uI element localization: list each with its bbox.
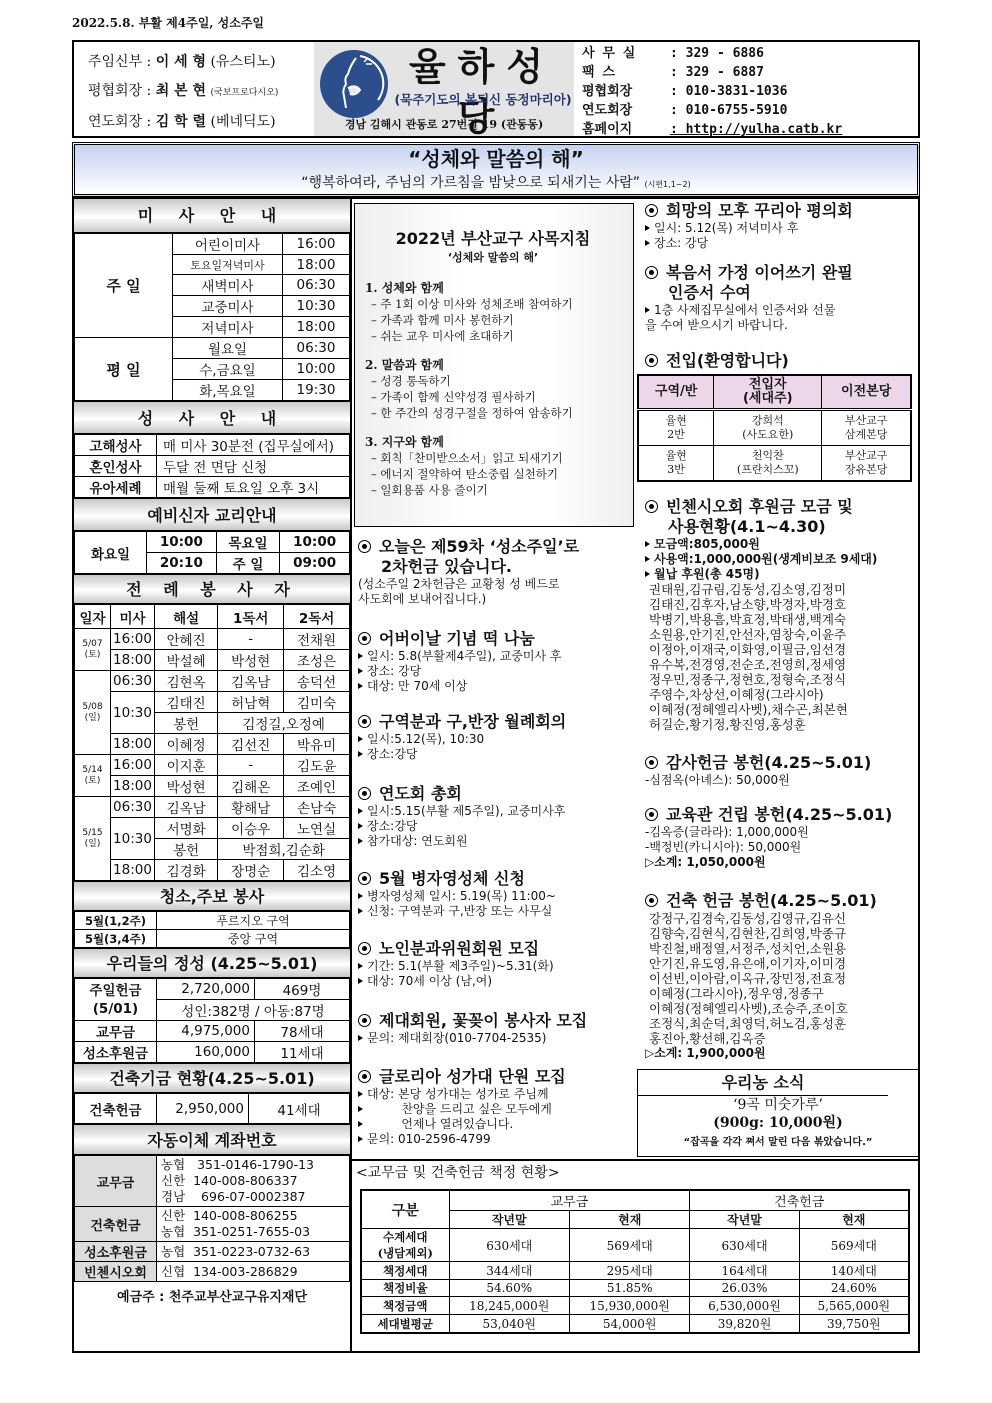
assessment-row: 책정금액 18,245,000원 15,930,000원 6,530,000원 5,565,000원 — [361, 1297, 909, 1315]
church-name: 율하성당 — [408, 45, 556, 139]
notice-item: 노인분과위원회원 모집 기간: 5.1(부활 제3주일)~5.31(화) 대상: 70세 이상 (남,여) — [358, 939, 638, 989]
triangle-bullet-icon — [645, 225, 650, 231]
servers-header: 일자 — [75, 605, 111, 629]
account-holder: 예금주 : 천주교부산교구유지재단 — [116, 1290, 308, 1305]
servers-header: 해설 — [155, 605, 218, 629]
bullet-circle-icon — [358, 872, 371, 885]
contact-list — [574, 42, 918, 136]
contact-fax: 팩 스 : 329 - 6887 — [582, 65, 764, 80]
bullet-circle-icon — [645, 354, 658, 367]
contact-council: 평협회장 : 010-3831-1036 — [582, 84, 788, 99]
policy-item: – 회칙「찬미받으소서」읽고 되새기기 — [371, 451, 563, 465]
servers-row: 5/08 (일) 06:30 김현옥 김옥남 송덕선 — [75, 671, 350, 692]
bullet-circle-icon — [358, 715, 371, 728]
policy-item: – 쉬는 교우 미사에 초대하기 — [371, 329, 514, 343]
triangle-bullet-icon — [358, 808, 363, 814]
policy-item: – 가족과 함께 미사 봉헌하기 — [371, 313, 514, 327]
assessment-row: 책정세대 344세대 295세대 164세대 140세대 — [361, 1262, 909, 1280]
notice-gospel-certificate: 복음서 가정 이어쓰기 완필 인증서 수여 1층 사제집무실에서 인증서와 선물 을 수여 받으시기 바랍니다. — [645, 263, 853, 332]
servers-date: 5/07 (토) — [75, 629, 111, 671]
notice-transfer: 전입(환영합니다) — [645, 351, 925, 371]
assessment-row: 수계세대 (냉담제외) 630세대 569세대 630세대 569세대 — [361, 1229, 909, 1262]
servers-date: 5/08 (일) — [75, 671, 111, 755]
assessment-row: 책정비율 54.60% 51.85% 26.03% 24.60% — [361, 1280, 909, 1297]
servers-row: 5/14 (토) 16:00 이지훈 - 김도윤 — [75, 755, 350, 776]
policy-group-heading: 3. 지구와 함께 — [365, 435, 444, 449]
offerings-table: 주일헌금 (5/01) 2,720,000 469명 성인:382명 / 아동:87명 교무금 4,975,000 78세대 성소후원금 160,000 11세대 — [74, 978, 350, 1063]
triangle-bullet-icon — [358, 653, 363, 659]
policy-item: – 성경 통독하기 — [371, 374, 451, 388]
triangle-bullet-icon — [358, 1136, 363, 1142]
servers-date: 5/15 (일) — [75, 797, 111, 881]
building-fund-table: 건축헌금 2,950,000 41세대 — [74, 1093, 350, 1124]
bullet-circle-icon — [358, 1070, 371, 1083]
bullet-circle-icon — [358, 1014, 371, 1027]
contact-office: 사 무 실 : 329 - 6886 — [582, 46, 764, 61]
triangle-bullet-icon — [358, 908, 363, 914]
notice-item: 5월 병자영성체 신청 병자영성체 일시: 5.19(목) 11:00~ 신청: 구역분과 구,반장 또는 사무실 — [358, 869, 638, 919]
church-address: 경남 김해시 관동로 27번길 19 (관동동) — [344, 118, 544, 131]
theme-verse: “행복하여라, 주님의 가르침을 밤낮으로 되새기는 사람” (시편1,1~2) — [301, 175, 691, 191]
account-row: 교무금 농협 351-0146-1790-13 신한 140-008-806337 경남 696-07-0002387 — [75, 1156, 350, 1207]
policy-groups — [365, 279, 633, 498]
accounts-table — [74, 1155, 350, 1282]
notice-education-hall: 교육관 건립 봉헌(4.25~5.01) -김옥증(글라라): 1,000,000원 -백정빈(카니시아): 50,000원 ▷소계: 1,050,000원 — [645, 805, 893, 869]
farm-note: “잡곡을 각각 쪄서 말린 다음 볶았습니다.” — [683, 1137, 873, 1148]
policy-item: – 가족이 함께 신약성경 필사하기 — [371, 390, 536, 404]
staff-pastor: 주임신부 : 이 세 형 (유스티노) — [88, 54, 276, 70]
church-subtitle: (묵주기도의 복되신 동정마리아) — [394, 92, 572, 107]
transfer-table: 구역/반 전입자 (세대주) 이전본당 율현 2반 강희석 (사도요한) 부산교구 삼계본당 율현 3반 천익찬 (프란치스꼬) 부산교구 장유본당 — [637, 374, 912, 482]
notice-item: 제대회원, 꽃꽂이 봉사자 모집 문의: 제대회장(010-7704-2535) — [358, 1011, 638, 1046]
triangle-bullet-icon — [358, 893, 363, 899]
servers-row: 5/15 (일) 06:30 김옥남 황해남 손남숙 — [75, 797, 350, 818]
bullet-circle-icon — [358, 632, 371, 645]
bullet-circle-icon — [645, 500, 658, 513]
left-column — [74, 199, 352, 1353]
triangle-bullet-icon — [358, 1035, 363, 1041]
triangle-bullet-icon — [358, 1121, 363, 1127]
servers-row: 18:00 김경화 장명순 김소영 — [75, 860, 350, 881]
triangle-bullet-icon — [358, 751, 363, 757]
staff-requiem: 연도회장 : 김 학 렬 (베네딕도) — [88, 114, 276, 130]
policy-title: 2022년 부산교구 사목지침 — [395, 229, 591, 248]
notice-thanks-offering: 감사헌금 봉헌(4.25~5.01) -심점옥(아녜스): 50,000원 — [645, 753, 872, 787]
contact-homepage[interactable]: 홈페이지 : http://yulha.catb.kr — [582, 122, 843, 137]
bullet-circle-icon — [645, 894, 658, 907]
praying-figure-logo-icon — [320, 50, 388, 118]
triangle-bullet-icon — [358, 736, 363, 742]
farm-product: ‘9곡 미숫가루’ — [733, 1097, 823, 1113]
servers-header: 1독서 — [218, 605, 284, 629]
bulletin-body — [72, 197, 920, 1353]
servers-row: 18:00 박성현 김해온 조예인 — [75, 776, 350, 797]
farm-news-box — [637, 1069, 919, 1157]
diocese-policy-box — [354, 203, 634, 527]
farm-news-title: 우리농 소식 — [638, 1070, 888, 1096]
notice-curia: 희망의 모후 꾸리아 평의회 일시: 5.12(목) 저녁미사 후 장소: 강당 — [645, 201, 925, 251]
middle-column — [352, 199, 637, 1159]
account-row: 건축헌금 신한 140-008-806255 농협 351-0251-7655-03 — [75, 1207, 350, 1242]
servers-row: 18:00 박설혜 박성현 조성은 — [75, 650, 350, 671]
transfer-row: 율현 3반 천익찬 (프란치스꼬) 부산교구 장유본당 — [638, 445, 911, 481]
bullet-circle-icon — [645, 204, 658, 217]
year-theme-banner — [72, 142, 920, 197]
theme-title: “성체와 말씀의 해” — [408, 147, 584, 171]
triangle-bullet-icon — [645, 307, 650, 313]
triangle-bullet-icon — [358, 668, 363, 674]
account-row: 성소후원금 농협 351-0223-0732-63 — [75, 1242, 350, 1262]
triangle-bullet-icon — [358, 1091, 363, 1097]
liturgy-servers-table: 일자 미사 해설 1독서 2독서 5/07 (토) 16:00 안혜진 - 전채원 18:00 박설혜 박성현 조성은 5/08 (일) 06:30 김현옥 김옥남 송덕선 10:30 김태진 허남혁 김미숙 봉헌 김정길,오정예 18:00 이혜정 김선진 박유미 5/14 (토) 16:00 이지훈 - 김도윤 18:00 박성현 김해온 조예인 5/15 (일) 06:30 김옥남 황해남 손남숙 10:30 서명화 이승우 노연실 봉헌 박점희,김순화 18:00 김경화 장명순 김소영 — [74, 604, 350, 881]
triangle-bullet-icon — [358, 1106, 363, 1112]
notice-item: 연도회 총회 일시:5.15(부활 제5주일), 교중미사후 장소:강당 참가대상: 연도회원 — [358, 784, 638, 849]
servers-heading: 전 례 봉 사 자 — [74, 574, 350, 604]
church-title-block — [314, 42, 574, 139]
cleaning-heading: 청소,주보 봉사 — [74, 881, 350, 911]
servers-row: 18:00 이혜정 김선진 박유미 — [75, 734, 350, 755]
contact-requiem: 연도회장 : 010-6755-5910 — [582, 103, 788, 118]
catechism-table: 화요일 10:00 목요일 10:00 20:10 주 일 09:00 — [74, 531, 350, 574]
notice-building-offering: 건축 헌금 봉헌(4.25~5.01) 강정구,김경숙,김동성,김영규,김유신 김향숙,김현식,김현찬,김희영,박종규 박진철,배정열,서정주,성치언,소원용 안기진,유도영,유은애,이기자,이미경 이선빈,이아람,이옥규,장민정,전효정 이혜정(그라시아),정우영,정종구 이혜정(정혜엘리사벳),조승주,조이호 조정식,최순덕,최영덕,허노검,홍성훈 홍진아,황선해,김옥증 ▷소계: 1,900,000원 — [645, 891, 877, 1060]
triangle-bullet-icon — [358, 978, 363, 984]
bullet-circle-icon — [645, 756, 658, 769]
servers-row: 10:30 김태진 허남혁 김미숙 — [75, 692, 350, 713]
notice-item: 구역분과 구,반장 월례회의 일시:5.12(목), 10:30 장소:강당 — [358, 712, 638, 762]
notice-vincent: 빈첸시오회 후원금 모금 및 사용현황(4.1~4.30) 모금액:805,000원 사용액:1,000,000원(생계비보조 9세대) 월납 후원(총 45명) 권태원,김규림,김동성,김소영,김정미 김태진,김후자,남소향,박경자,박경호 박병기,박용흠,박효정,박태생,백계숙 소원용,안기진,안선자,염창숙,이윤주 이정아,이재국,이화영,이필금,임선경 유수복,전경영,전순조,전영희,정세영 정우민,정종구,정현호,정형숙,조정식 주영수,차상선,이혜정(그라시아) 이혜정(정혜엘리사벳),채수곤,최본현 허길순,황기정,황진영,홍성훈 — [645, 497, 925, 732]
offerings-heading: 우리들의 정성 (4.25~5.01) — [74, 948, 350, 978]
servers-header: 미사 — [111, 605, 155, 629]
triangle-bullet-icon — [358, 823, 363, 829]
bulletin-date: 2022.5.8. 부활 제4주일, 성소주일 — [72, 16, 265, 30]
triangle-bullet-icon — [645, 541, 650, 547]
sacrament-heading: 성 사 안 내 — [74, 401, 350, 434]
triangle-bullet-icon — [645, 240, 650, 246]
account-row: 빈첸시오회 신협 134-003-286829 — [75, 1262, 350, 1282]
assessment-row: 세대별평균 53,040원 54,000원 39,820원 39,750원 — [361, 1315, 909, 1334]
bulletin-header — [72, 40, 920, 138]
triangle-bullet-icon — [358, 838, 363, 844]
triangle-bullet-icon — [358, 963, 363, 969]
servers-row: 10:30 서명화 이승우 노연실 — [75, 818, 350, 839]
farm-price: (900g: 10,000원) — [713, 1115, 843, 1131]
triangle-bullet-icon — [358, 683, 363, 689]
assessment-table: 구분 교무금 건축헌금 작년말 현재 작년말 현재 수계세대 (냉담제외) 630세대 569세대 630세대 569세대 책정세대 344세대 295세대 164세대 140세대 책정비율 54.60% 51.85% 26.03% 24.60% 책정금액 18,245,000원 15,930,000원 6,530,000원 5,565,000원 세대별평균 53,040원 54,000원 39,820원 39,750원 — [360, 1189, 910, 1334]
staff-list — [74, 42, 314, 136]
servers-header: 2독서 — [284, 605, 350, 629]
policy-subtitle: ‘성체와 말씀의 해’ — [447, 251, 539, 264]
policy-item: – 일회용품 사용 줄이기 — [371, 483, 488, 497]
assessment-title: <교무금 및 건축헌금 책정 현황> — [356, 1165, 560, 1181]
servers-date: 5/14 (토) — [75, 755, 111, 797]
bullet-circle-icon — [358, 787, 371, 800]
servers-row: 5/07 (토) 16:00 안혜진 - 전채원 — [75, 629, 350, 650]
triangle-bullet-icon — [645, 571, 650, 577]
transfer-row: 율현 2반 강희석 (사도요한) 부산교구 삼계본당 — [638, 409, 911, 445]
cleaning-table: 5월(1,2주) 푸르지오 구역 5월(3,4주) 중앙 구역 — [74, 911, 350, 948]
policy-group-heading: 2. 말씀과 함께 — [365, 358, 444, 372]
policy-group-heading: 1. 성체와 함께 — [365, 281, 444, 295]
policy-item: – 한 주간의 성경구절을 정하여 암송하기 — [371, 406, 573, 420]
policy-item: – 주 1회 이상 미사와 성체조배 참여하기 — [371, 297, 573, 311]
sunday-offering-label: 주일헌금 (5/01) — [75, 979, 157, 1021]
right-column — [637, 199, 920, 1159]
notice-item: 어버이날 기념 떡 나눔 일시: 5.8(부활제4주일), 교중미사 후 장소: 강당 대상: 만 70세 이상 — [358, 629, 638, 694]
bullet-circle-icon — [358, 540, 371, 553]
bullet-circle-icon — [645, 808, 658, 821]
mass-schedule-table: 주 일 어린이미사 16:00 토요일저녁미사 18:00 새벽미사 06:30 교중미사 10:30 저녁미사 18:00 평 일 월요일 06:30 수,금요일 10:00 화,목요일 19:30 — [74, 233, 350, 401]
catechism-heading: 예비신자 교리안내 — [74, 498, 350, 531]
notice-item: 오늘은 제59차 ‘성소주일’로 2차헌금 있습니다. (성소주일 2차헌금은 교황청 성 베드로 사도회에 보내어집니다.) — [358, 537, 580, 606]
notice-item: 글로리아 성가대 단원 모집 대상: 본당 성가대는 성가로 주님께 찬양을 드리고 싶은 모두에게 언제나 열려있습니다. 문의: 010-2596-4799 — [358, 1067, 638, 1147]
accounts-heading: 자동이체 계좌번호 — [74, 1124, 350, 1155]
assessment-section — [352, 1159, 920, 1353]
sacrament-table: 고해성사 매 미사 30분전 (집무실에서) 혼인성사 두달 전 면담 신청 유아세례 매월 둘째 토요일 오후 3시 — [74, 434, 350, 498]
bullet-circle-icon — [358, 942, 371, 955]
triangle-bullet-icon — [645, 556, 650, 562]
policy-item: – 에너지 절약하여 탄소중립 실천하기 — [371, 467, 559, 481]
homepage-link[interactable]: : http://yulha.catb.kr — [670, 122, 843, 137]
mass-schedule-heading: 미 사 안 내 — [74, 199, 350, 233]
staff-council: 평협회장 : 최 본 현 (국보프로다시오) — [88, 83, 279, 99]
bullet-circle-icon — [645, 266, 658, 279]
building-fund-heading: 건축기금 현황(4.25~5.01) — [74, 1063, 350, 1093]
